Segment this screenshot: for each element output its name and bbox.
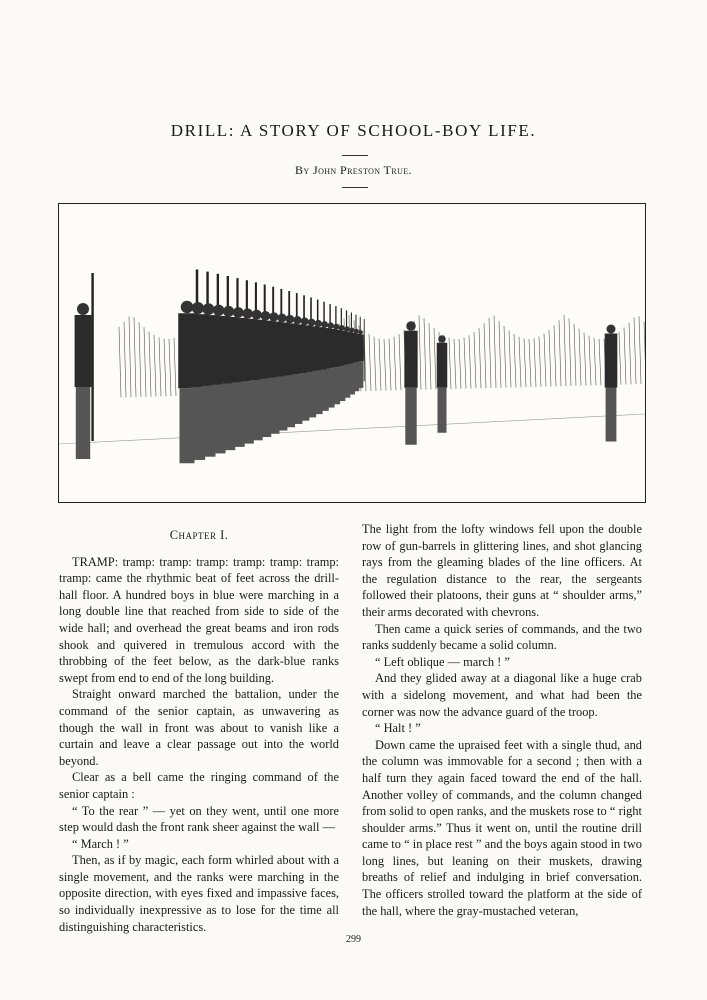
byline-rule (342, 187, 368, 188)
drill-illustration (58, 203, 646, 503)
paragraph: The light from the lofty windows fell upon the double row of gun-barrels in glittering lines, and shot glancing rays from the gleaming blades of the line officers. At the regulation distance to the rear, the sergeants followed their platoons, their guns at “ shoulder arms,” their arms decorated with chevrons. (362, 522, 642, 619)
soldier-figure (437, 335, 448, 433)
byline: By John Preston True. (295, 163, 412, 177)
paragraph: TRAMP: tramp: tramp: tramp: tramp: tramp: tramp: tramp: came the rhythmic beat of feet across the drill-hall floor. A hundred boys in blue were marching in a long double line that reached from side to side of the wide hall; and overhead the great beams and iron rods shook and quivered in tremulous accord with the throbbing of the feet below, as the dark-blue ranks swept from end to end of the long building. (59, 554, 339, 685)
left-column (59, 523, 339, 935)
paragraph: Then, as if by magic, each form whirled about with a single movement, and the ranks were marching in the opposite direction, with eyes fixed and impassive faces, so individually inexpressive as to lose for the time all distinguishing characteristics. (59, 853, 339, 934)
paragraph: “ Halt ! ” (375, 721, 421, 736)
paragraph: Then came a quick series of commands, and the two ranks suddenly became a solid column. (362, 621, 642, 653)
paragraph: And they glided away at a diagonal like a huge crab with a sidelong movement, and what had been the corner was now the advance guard of the troop. (362, 671, 642, 719)
page-number: 299 (346, 934, 361, 945)
paragraph: “ To the rear ” — yet on they went, until one more step would dash the front rank sheer against the wall — (59, 803, 339, 835)
paragraph: Straight onward marched the battalion, under the command of the senior captain, as unwavering as though the wall in front was about to vanish like a curtain and leave a clear passage out into the world beyond. (59, 687, 339, 768)
soldier-figure (605, 325, 618, 442)
chapter-heading: Chapter I. (169, 528, 229, 542)
title-rule (342, 155, 368, 156)
paragraph: Down came the upraised feet with a single thud, and the column was immovable for a second ; then with a half turn they again faced toward the end of the hall. Another volley of commands, and the column changed from solid to open ranks, and the muskets rose to “ right shoulder arms.” Thus it went on, until the routine drill came to “ in place rest ” and the boys again stood in two long lines, but leaning on their muskets, drawing breaths of relief and indulging in brief conversation. The officers strolled toward the platform at the side of the hall, where the gray-mustached veteran, (362, 737, 642, 918)
paragraph: “ Left oblique — march ! ” (375, 654, 510, 669)
soldier-figure (75, 273, 93, 459)
paragraph: “ March ! ” (72, 836, 129, 851)
soldier-figure (404, 321, 417, 445)
soldier-figure (358, 319, 365, 388)
paragraph: Clear as a bell came the ringing command of the senior captain : (59, 770, 339, 801)
article-title: DRILL: A STORY OF SCHOOL-BOY LIFE. (170, 121, 537, 140)
right-column (362, 521, 642, 919)
